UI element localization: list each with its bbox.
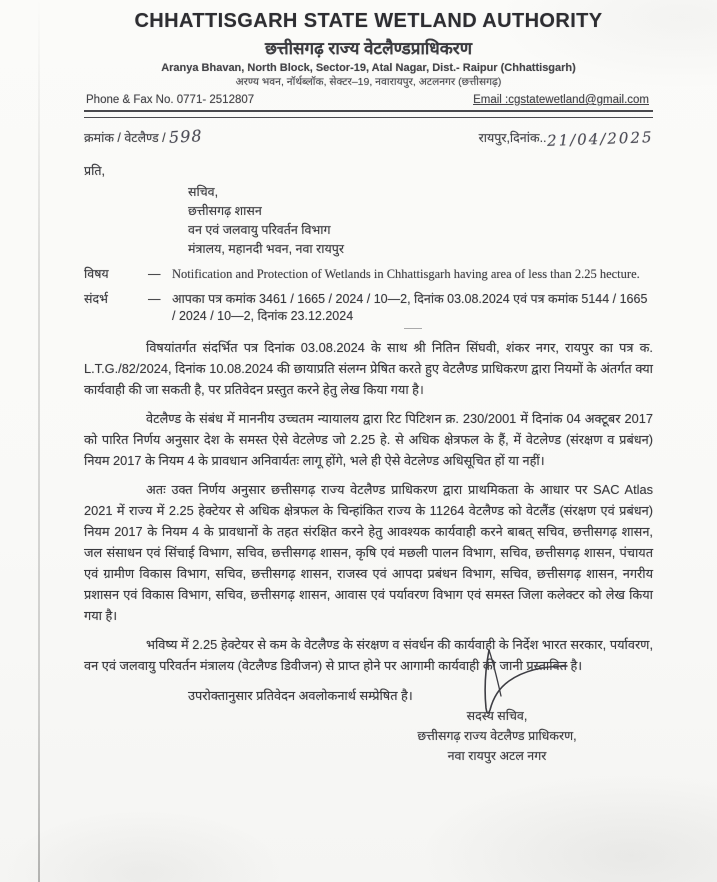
- place-date-label: रायपुर,दिनांक..: [478, 131, 547, 145]
- reference-label: संदर्भ: [84, 291, 108, 306]
- recipient-address-block: [188, 183, 653, 259]
- recipient-line: मंत्रालय, महानदी भवन, नवा रायपुर: [188, 242, 344, 256]
- date-handwritten: 21/04/2025: [546, 128, 654, 150]
- subject-label: विषय: [84, 267, 109, 281]
- reference-row: [84, 291, 653, 329]
- email-address: Email :cgstatewetland@gmail.com: [473, 94, 649, 106]
- reference-text-content: आपका पत्र कमांक 3461 / 1665 / 2024 / 10—2, दिनांक 03.08.2024 एवं पत्र कमांक 5144 / 1665 / 2024 / 10—2, दिनांक 23.12.2024: [172, 291, 648, 323]
- recipient-line: छत्तीसगढ़ शासन: [188, 204, 262, 218]
- recipient-line: सचिव,: [188, 185, 219, 199]
- contact-row: [84, 94, 653, 106]
- body-paragraph-2: वेटलैण्ड के संबंध में माननीय उच्चतम न्यायालय द्वारा रिट पिटिशन क्र. 230/2001 में दिनांक 04 अक्टूबर 2017 को पारित निर्णय अनुसार देश के समस्त ऐसे वेटलेण्ड जो 2.25 हे. से अधिक क्षेत्रफल के हैं, में वेटलेण्ड (संरक्षण व प्रबंधन) नियम 2017 के नियम 4 के प्रावधान अनिवार्यतः लागू होंगे, भले ही ऐसे वेटलेण्ड अधिसूचित हों या नहीं।: [84, 410, 653, 468]
- authority-address-hi: अरण्य भवन, नॉर्थब्लॉक, सेक्टर–19, नवारायपुर, अटलनगर (छत्तीसगढ़): [235, 76, 502, 88]
- subject-dash: —: [148, 267, 161, 281]
- body-paragraph-3: अतः उक्त निर्णय अनुसार छत्तीसगढ़ राज्य वेटलैण्ड प्राधिकरण द्वारा प्राथमिकता के आधार पर SAC Atlas 2021 में राज्य में 2.25 हेक्टेयर से अधिक क्षेत्रफल के चिन्हांकित राज्य के 11264 वेटलैण्ड को वेटलैंड (संरक्षण एवं प्रबंधन) नियम 2017 के नियम 4 के प्रावधानों के तहत संरक्षित करने हेतु आवश्यक कार्यवाही करने बाबत् सचिव, छत्तीसगढ़ शासन, जल संसाधन एवं सिंचाई विभाग, सचिव, छत्तीसगढ़ शासन, कृषि एवं मछली पालन विभाग, सचिव, छत्तीसगढ़ शासन, पंचायत एवं ग्रामीण विकास विभाग, सचिव, छत्तीसगढ़ शासन, राजस्व एवं आपदा प्रबंधन विभाग, सचिव, छत्तीसगढ़ शासन, नगरीय प्रशासन एवं विकास विभाग, सचिव, छत्तीसगढ़ शासन, आवास एवं पर्यावरण विभाग एवं समस्त जिला कलेक्टर को लेख किया गया है।: [84, 481, 653, 623]
- signature-block: [347, 706, 647, 766]
- phone-fax-number: Phone & Fax No. 0771- 2512807: [86, 94, 255, 106]
- authority-address-en: Aranya Bhavan, North Block, Sector-19, Atal Nagar, Dist.- Raipur (Chhattisgarh): [161, 62, 576, 74]
- ref-date-row: [84, 126, 654, 150]
- header-divider-rule: [84, 110, 653, 118]
- subject-text: Notification and Protection of Wetlands in Chhattisgarh having area of less than 2.25 hecture.: [172, 267, 640, 281]
- reference-dash: —: [148, 291, 161, 306]
- signatory-place: नवा रायपुर अटल नगर: [447, 748, 547, 763]
- reference-separator-mark: [404, 328, 422, 329]
- closing-line: उपरोक्तानुसार प्रतिवेदन अवलोकनार्थ सम्प्रेषित है।: [188, 687, 413, 703]
- subject-row: [84, 266, 653, 284]
- letterhead: [84, 10, 653, 106]
- signatory-org: छत्तीसगढ़ राज्य वेटलैण्ड प्राधिकरण,: [417, 728, 577, 743]
- scan-edge-artifact: [38, 0, 40, 882]
- ref-number: [84, 127, 203, 146]
- ref-number-label: क्रमांक / वेटलैण्ड /: [84, 131, 170, 145]
- place-date: [478, 128, 654, 150]
- ref-number-handwritten: 598: [168, 126, 204, 147]
- handwritten-signature-icon: [455, 644, 575, 722]
- body-paragraph-1: विषयांतर्गत संदर्भित पत्र दिनांक 03.08.2024 के साथ श्री नितिन सिंघवी, शंकर नगर, रायपुर का पत्र क. L.T.G./82/2024, दिनांक 10.08.2024 की छायाप्रति संलग्न प्रेषित करते हुए वेटलैण्ड प्राधिकरण द्वारा नियमों के अंतर्गत क्या कार्यवाही की जा सकती है, पर प्रतिवेदन प्रस्तुत करने हेतु लेख किया गया है।: [84, 339, 653, 397]
- authority-title-hi: छत्तीसगढ़ राज्य वेटलैण्डप्राधिकरण: [264, 39, 473, 58]
- recipient-line: वन एवं जलवायु परिवर्तन विभाग: [188, 223, 331, 237]
- body-paragraph-4: भविष्य में 2.25 हेक्टेयर से कम के वेटलैण्ड के संरक्षण व संवर्धन की कार्यवाही के निर्देश भारत सरकार, पर्यावरण, वन एवं जलवायु परिवर्तन मंत्रालय (वेटलैण्ड डिवीजन) से प्राप्त होने पर आगामी कार्यवाही की जानी प्रस्तावित है।: [84, 636, 653, 673]
- salutation: प्रति,: [84, 164, 105, 178]
- signatory-title: सदस्य सचिव,: [466, 708, 528, 723]
- authority-title-en: CHHATTISGARH STATE WETLAND AUTHORITY: [134, 10, 603, 32]
- reference-text: [172, 291, 653, 329]
